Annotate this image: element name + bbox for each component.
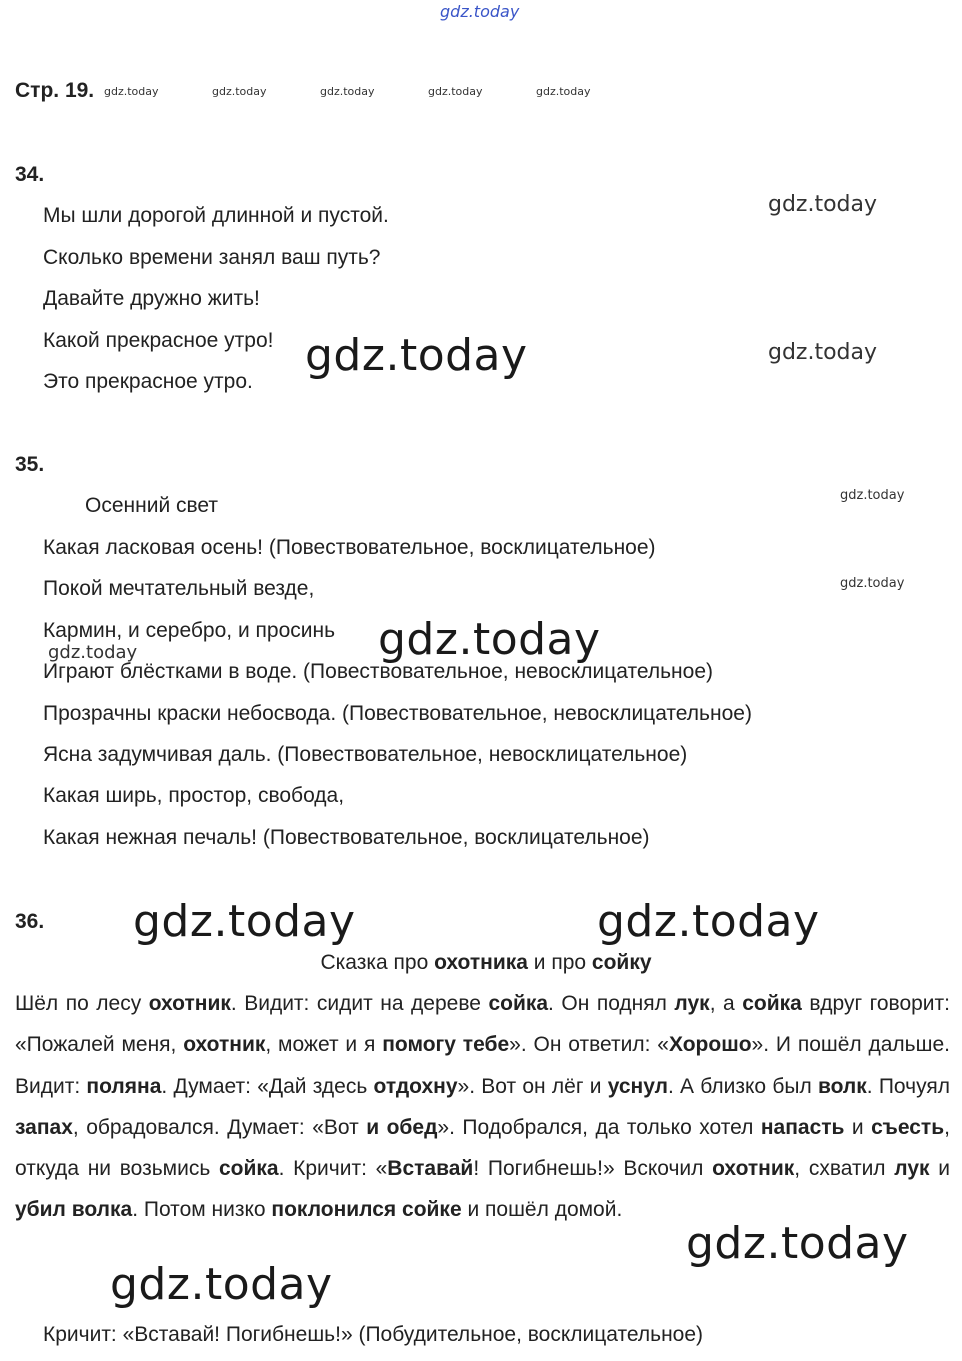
watermark-small: gdz.today xyxy=(536,85,591,98)
story-bold-run: отдохну xyxy=(373,1074,458,1098)
story-run: . Потом низко xyxy=(132,1198,272,1222)
story-bold-run: сойка xyxy=(742,992,802,1015)
ex35-line: Какая нежная печаль! (Повествовательное, восклицательное) xyxy=(43,826,650,849)
watermark-top: gdz.today xyxy=(440,2,520,21)
watermark-medium: gdz.today xyxy=(768,340,878,365)
watermark-large: gdz.today xyxy=(597,896,820,947)
story-bold-run: уснул xyxy=(607,1074,668,1098)
story-bold-run: поляна xyxy=(86,1074,162,1098)
watermark-medium: gdz.today xyxy=(48,642,138,663)
story-bold-run: съесть xyxy=(871,1115,945,1139)
story-run: и пошёл домой. xyxy=(461,1198,623,1222)
ex34-line: Это прекрасное утро. xyxy=(43,370,253,393)
ex35-line: Какая ласковая осень! (Повествовательное, восклицательное) xyxy=(43,536,656,559)
story-run: , а xyxy=(709,992,743,1015)
watermark-small: gdz.today xyxy=(320,85,375,98)
story-run: ». Он ответил: « xyxy=(509,1033,669,1057)
exercise-35-number: 35. xyxy=(15,453,45,476)
story-run: . Почуял xyxy=(866,1074,950,1098)
story-run: ». Вот он лёг и xyxy=(457,1074,608,1098)
watermark-small: gdz.today xyxy=(212,85,267,98)
story-bold-run: помогу тебе xyxy=(382,1033,510,1057)
exercise-34-number: 34. xyxy=(15,163,45,186)
page-label: Стр. 19. xyxy=(15,79,95,102)
story-run: , может и я xyxy=(265,1033,383,1057)
story-bold-run: и обед xyxy=(366,1115,438,1139)
story-bold-run: Хорошо xyxy=(668,1033,752,1057)
story-bold-run: охотник xyxy=(148,992,231,1015)
story-run: . Видит: сидит на дереве xyxy=(230,992,489,1015)
ex36-last-line: Кричит: «Вставай! Погибнешь!» (Побудительное, восклицательное) xyxy=(43,1323,704,1346)
ex35-line: Прозрачны краски небосвода. (Повествовательное, невосклицательное) xyxy=(43,702,752,725)
story-run: ». И пошёл дальше. Видит: xyxy=(15,1033,950,1098)
story-bold-run: сойка xyxy=(488,992,549,1015)
story-run: и xyxy=(844,1115,872,1139)
story-bold-run: охотник xyxy=(183,1033,266,1057)
story-run: , откуда ни возьмись xyxy=(15,1115,950,1181)
watermark-large: gdz.today xyxy=(110,1259,333,1310)
watermark-small: gdz.today xyxy=(840,576,905,591)
ex35-line: Играют блёстками в воде. (Повествовательное, невосклицательное) xyxy=(43,660,713,683)
ex36-title: Сказка про охотника и про сойку xyxy=(320,951,652,974)
story-bold-run: запах xyxy=(15,1115,73,1139)
ex34-line: Давайте дружно жить! xyxy=(43,287,260,310)
story-run: вдруг говорит: «Пожалей меня, xyxy=(15,992,950,1057)
ex34-line: Какой прекрасное утро! xyxy=(43,329,274,352)
story-run: . А близко был xyxy=(667,1074,818,1098)
watermark-large: gdz.today xyxy=(686,1218,909,1269)
story-bold-run: сойка xyxy=(218,1157,279,1181)
story-bold-run: лук xyxy=(894,1157,930,1181)
ex35-title: Осенний свет xyxy=(85,494,219,517)
story-bold-run: убил волка xyxy=(15,1198,133,1222)
story-bold-run: Вставай xyxy=(387,1157,474,1181)
story-run: ». Подобрался, да только хотел xyxy=(437,1115,761,1139)
story-run: . Кричит: « xyxy=(278,1157,388,1181)
story-bold-run: поклонился сойке xyxy=(271,1198,462,1222)
watermark-medium: gdz.today xyxy=(768,192,878,217)
ex35-line: Кармин, и серебро, и просинь xyxy=(43,619,336,642)
story-bold-run: лук xyxy=(674,992,710,1015)
story-run: Шёл по лесу xyxy=(15,992,149,1015)
ex35-line: Ясна задумчивая даль. (Повествовательное, невосклицательное) xyxy=(43,743,688,766)
story-run: , схватил xyxy=(794,1157,895,1181)
watermark-small: gdz.today xyxy=(840,488,905,503)
watermark-large: gdz.today xyxy=(133,896,356,947)
story-run: , обрадовался. Думает: «Вот xyxy=(72,1115,367,1139)
story-run: ! Погибнешь!» Вскочил xyxy=(473,1157,713,1181)
story-run: . Думает: «Дай здесь xyxy=(161,1074,374,1098)
ex34-line: Мы шли дорогой длинной и пустой. xyxy=(43,204,389,227)
watermark-small: gdz.today xyxy=(104,85,159,98)
story-bold-run: напасть xyxy=(760,1115,845,1139)
ex35-line: Покой мечтательный везде, xyxy=(43,577,315,600)
watermark-large: gdz.today xyxy=(305,330,528,381)
exercise-36-number: 36. xyxy=(15,910,45,933)
story-bold-run: волк xyxy=(817,1074,867,1098)
story-run: . Он поднял xyxy=(548,992,675,1015)
story-run: и xyxy=(929,1157,950,1181)
ex34-line: Сколько времени занял ваш путь? xyxy=(43,246,381,269)
ex36-story xyxy=(15,983,950,1231)
story-bold-run: охотник xyxy=(712,1157,795,1181)
watermark-large: gdz.today xyxy=(378,614,601,665)
ex35-line: Какая ширь, простор, свобода, xyxy=(43,784,345,807)
watermark-small: gdz.today xyxy=(428,85,483,98)
